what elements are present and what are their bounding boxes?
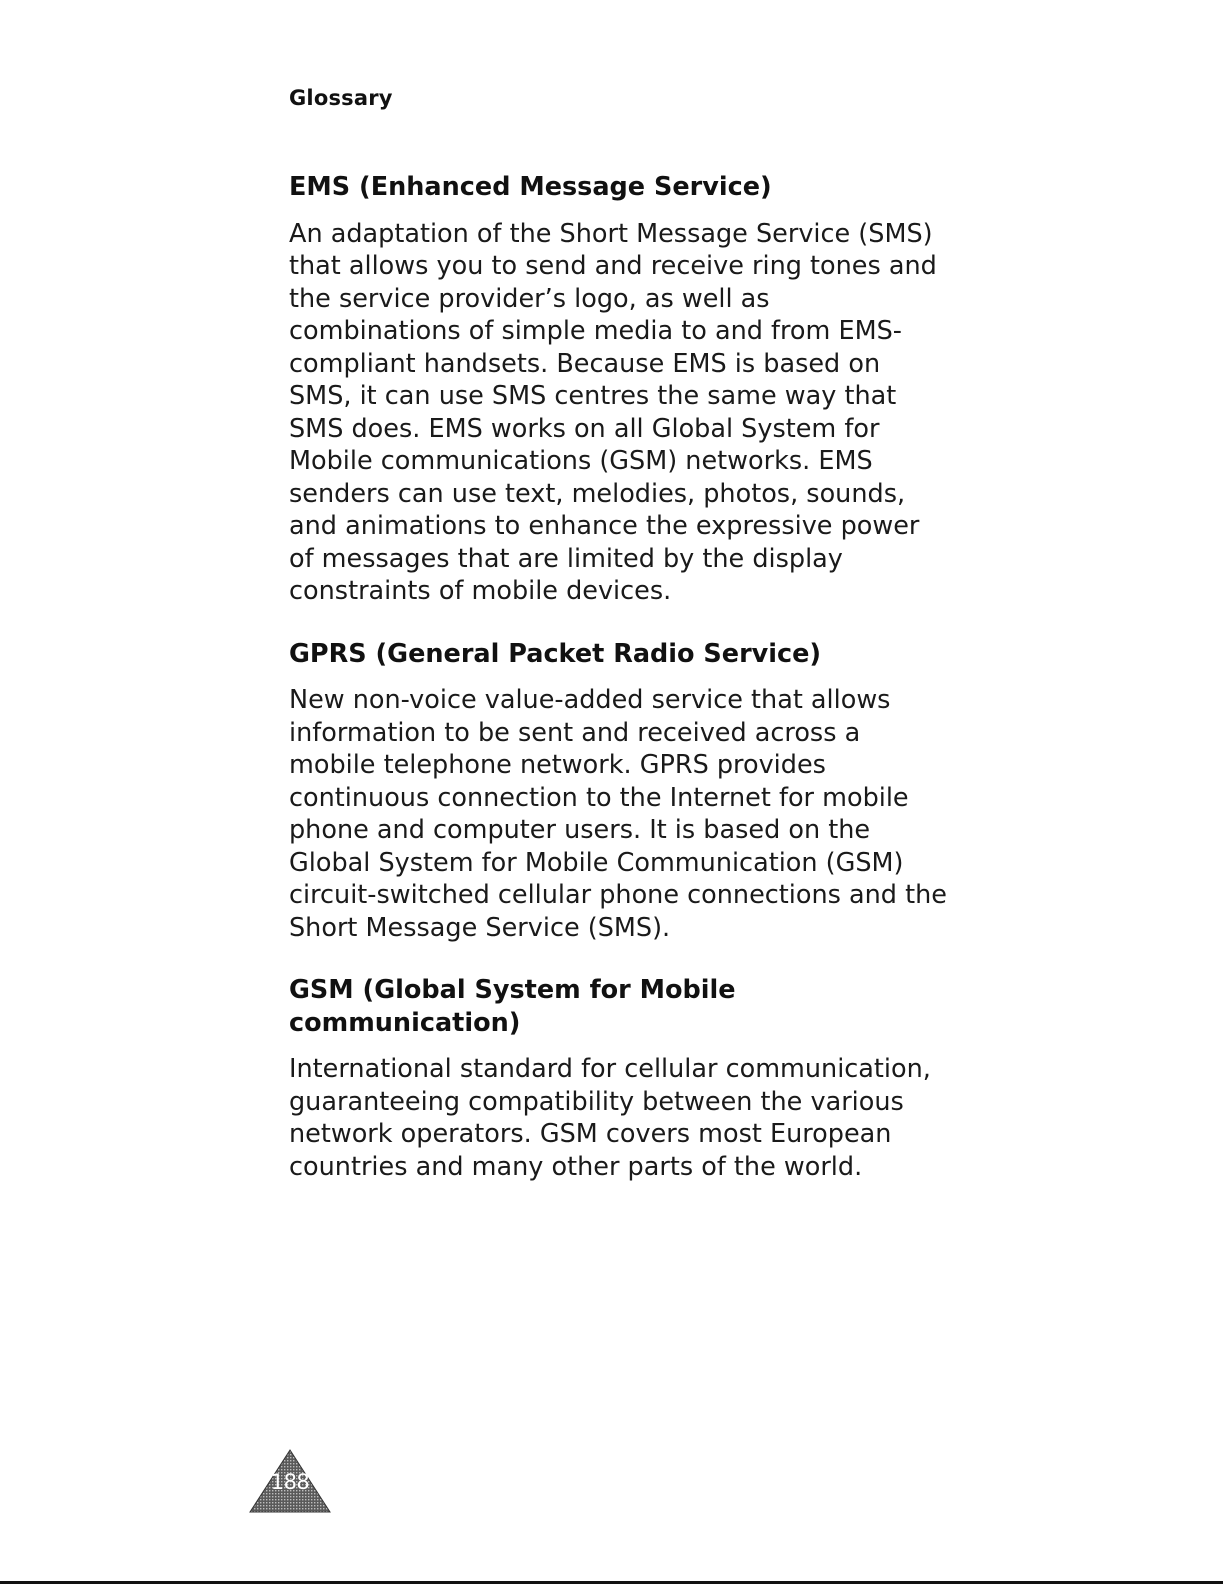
glossary-entry-gsm [289, 974, 949, 1183]
glossary-entry-gprs [289, 638, 949, 945]
term-heading: GPRS (General Packet Radio Service) [289, 638, 822, 669]
term-definition: New non-voice value-added service that allows information to be sent and received across a mobile telephone network. GPRS provides continuous connection to the Internet for mobile phone and computer users. It is based on the Global System for Mobile Communication (GSM) circuit-switched cellular phone connections and the Short Message Service (SMS). [289, 685, 947, 943]
page-number: 188 [270, 1470, 310, 1494]
term-definition: International standard for cellular communication, guaranteeing compatibility between the various network operators. GSM covers most European countries and many other parts of the world. [289, 1054, 931, 1182]
section-header: Glossary [289, 86, 393, 110]
glossary-content [289, 171, 949, 1213]
glossary-entry-ems [289, 171, 949, 608]
page-number-marker [248, 1448, 332, 1514]
term-heading: EMS (Enhanced Message Service) [289, 172, 772, 202]
term-definition: An adaptation of the Short Message Service (SMS) that allows you to send and receive ring tones and the service provider’s logo, as well as combinations of simple media to and from EMS-compliant handsets. Because EMS is based on SMS, it can use SMS centres the same way that SMS does. EMS works on all Global System for Mobile communications (GSM) networks. EMS senders can use text, melodies, photos, sounds, and animations to enhance the expressive power of messages that are limited by the display constraints of mobile devices. [289, 218, 937, 606]
term-heading: GSM (Global System for Mobile communication) [289, 975, 736, 1038]
